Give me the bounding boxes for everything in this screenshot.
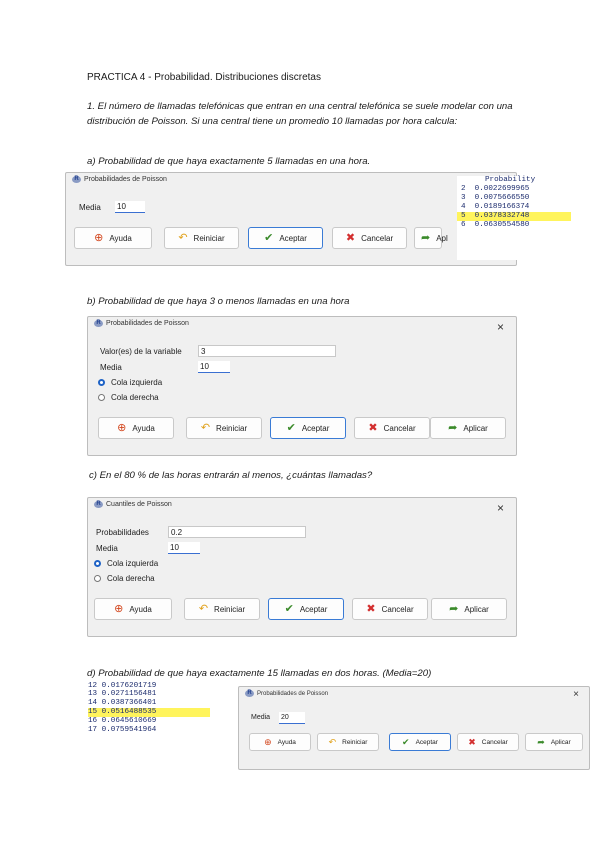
undo-arrow-icon: ↶ xyxy=(200,421,211,434)
undo-arrow-icon: ↶ xyxy=(328,736,337,747)
reset-button[interactable]: ↶ Reiniciar xyxy=(317,733,379,751)
left-tail-radio[interactable]: Cola izquierda xyxy=(94,559,158,568)
page-title: PRACTICA 4 - Probabilidad. Distribuciones discretas xyxy=(87,72,321,83)
media-input[interactable]: 10 xyxy=(168,542,200,554)
output-a-row-cut: 6 0.0630554580 xyxy=(461,221,530,229)
left-tail-radio[interactable]: Cola izquierda xyxy=(98,378,162,387)
media-input[interactable]: 20 xyxy=(279,712,305,724)
reset-button[interactable]: ↶ Reiniciar xyxy=(186,417,262,439)
values-input[interactable]: 3 xyxy=(198,345,336,357)
radio-selected-icon xyxy=(94,560,101,567)
output-d-row: 13 0.0271156481 xyxy=(88,690,157,698)
cancel-x-icon: ✖ xyxy=(366,602,376,615)
output-d-row-cut: 12 0.0176201719 xyxy=(88,682,157,690)
lifebuoy-icon: ⊕ xyxy=(114,602,124,615)
r-logo-icon: R xyxy=(94,501,103,508)
media-input[interactable]: 10 xyxy=(115,201,145,213)
question-c: c) En el 80 % de las horas entrarán al menos, ¿cuántas llamadas? xyxy=(89,470,373,481)
apply-button[interactable]: ➦ Aplicar xyxy=(431,598,507,620)
dialog-c-title: R Cuantiles de Poisson xyxy=(94,501,172,508)
dialog-a-window xyxy=(65,172,517,266)
help-button[interactable]: ⊕ Ayuda xyxy=(94,598,172,620)
lifebuoy-icon: ⊕ xyxy=(117,421,127,434)
output-d-highlight-row: 15 0.0516488535 xyxy=(88,708,210,717)
dialog-b-title: R Probabilidades de Poisson xyxy=(94,320,189,327)
reset-button[interactable]: ↶ Reiniciar xyxy=(164,227,239,249)
dialog-b-window xyxy=(87,316,517,456)
output-d-row-cut: 17 0.0759541964 xyxy=(88,726,157,734)
r-logo-icon: R xyxy=(94,320,103,327)
lifebuoy-icon: ⊕ xyxy=(264,736,272,747)
probabilities-input[interactable]: 0.2 xyxy=(168,526,306,538)
forward-arrow-icon: ➦ xyxy=(421,231,431,244)
output-d-panel xyxy=(88,682,228,754)
cancel-button[interactable]: ✖ Cancelar xyxy=(354,417,430,439)
apply-button[interactable]: ➦ Aplicar xyxy=(525,733,583,751)
media-label: Media xyxy=(79,203,101,212)
question-a: a) Probabilidad de que haya exactamente 5 llamadas en una hora. xyxy=(87,156,371,167)
check-icon: ✔ xyxy=(284,602,294,615)
ok-button[interactable]: ✔ Aceptar xyxy=(268,598,344,620)
output-a-highlight-row: 5 0.0378332748 xyxy=(457,212,571,221)
output-a-header: Probability xyxy=(485,176,536,184)
forward-arrow-icon: ➦ xyxy=(449,602,459,615)
ok-button[interactable]: ✔ Aceptar xyxy=(248,227,323,249)
cancel-x-icon: ✖ xyxy=(468,736,476,747)
output-a-row: 2 0.0022699965 xyxy=(461,185,530,193)
reset-button[interactable]: ↶ Reiniciar xyxy=(184,598,260,620)
check-icon: ✔ xyxy=(286,421,296,434)
radio-empty-icon xyxy=(98,394,105,401)
forward-arrow-icon: ➦ xyxy=(448,421,458,434)
ok-button[interactable]: ✔ Aceptar xyxy=(270,417,346,439)
lifebuoy-icon: ⊕ xyxy=(94,231,104,244)
help-button[interactable]: ⊕ Ayuda xyxy=(74,227,152,249)
output-a-row: 4 0.0189166374 xyxy=(461,203,530,211)
media-input[interactable]: 10 xyxy=(198,361,230,373)
dialog-a-title: R Probabilidades de Poisson xyxy=(72,176,167,183)
output-a-row: 3 0.0075666550 xyxy=(461,194,530,202)
right-tail-radio[interactable]: Cola derecha xyxy=(94,574,155,583)
question-b: b) Probabilidad de que haya 3 o menos llamadas en una hora xyxy=(87,296,350,307)
probabilities-label: Probabilidades xyxy=(96,528,149,537)
undo-arrow-icon: ↶ xyxy=(178,231,188,244)
cancel-x-icon: ✖ xyxy=(345,231,356,244)
dialog-d-window xyxy=(238,686,590,770)
r-logo-icon: R xyxy=(245,690,254,697)
undo-arrow-icon: ↶ xyxy=(198,602,209,615)
close-icon[interactable]: × xyxy=(496,320,504,334)
cancel-button[interactable]: ✖ Cancelar xyxy=(352,598,428,620)
close-icon[interactable]: × xyxy=(496,501,504,515)
output-d-row: 16 0.0645610669 xyxy=(88,717,157,725)
output-d-row: 14 0.0387366401 xyxy=(88,699,157,707)
dialog-c-window xyxy=(87,497,517,637)
values-label: Valor(es) de la variable xyxy=(100,347,182,356)
question-d: d) Probabilidad de que haya exactamente 15 llamadas en dos horas. (Media=20) xyxy=(87,668,432,679)
media-label: Media xyxy=(96,544,118,553)
check-icon: ✔ xyxy=(402,736,410,747)
apply-button[interactable]: ➦ Apl xyxy=(414,227,442,249)
problem-statement: 1. El número de llamadas telefónicas que entran en una central telefónica se suele modelar con una distribución de Poisson. Si una central tiene un promedio 10 llamadas por hora calcula: xyxy=(87,101,513,127)
media-label: Media xyxy=(251,714,271,721)
check-icon: ✔ xyxy=(264,231,274,244)
apply-button[interactable]: ➦ Aplicar xyxy=(430,417,506,439)
radio-selected-icon xyxy=(98,379,105,386)
output-a-panel xyxy=(457,176,577,260)
help-button[interactable]: ⊕ Ayuda xyxy=(249,733,311,751)
r-logo-icon: R xyxy=(72,176,81,183)
cancel-button[interactable]: ✖ Cancelar xyxy=(457,733,519,751)
cancel-x-icon: ✖ xyxy=(368,421,378,434)
help-button[interactable]: ⊕ Ayuda xyxy=(98,417,174,439)
right-tail-radio[interactable]: Cola derecha xyxy=(98,393,159,402)
radio-empty-icon xyxy=(94,575,101,582)
cancel-button[interactable]: ✖ Cancelar xyxy=(332,227,407,249)
ok-button[interactable]: ✔ Aceptar xyxy=(389,733,451,751)
dialog-d-title: R Probabilidades de Poisson xyxy=(245,690,328,697)
media-label: Media xyxy=(100,363,122,372)
forward-arrow-icon: ➦ xyxy=(537,736,545,747)
close-icon[interactable]: × xyxy=(573,689,579,700)
